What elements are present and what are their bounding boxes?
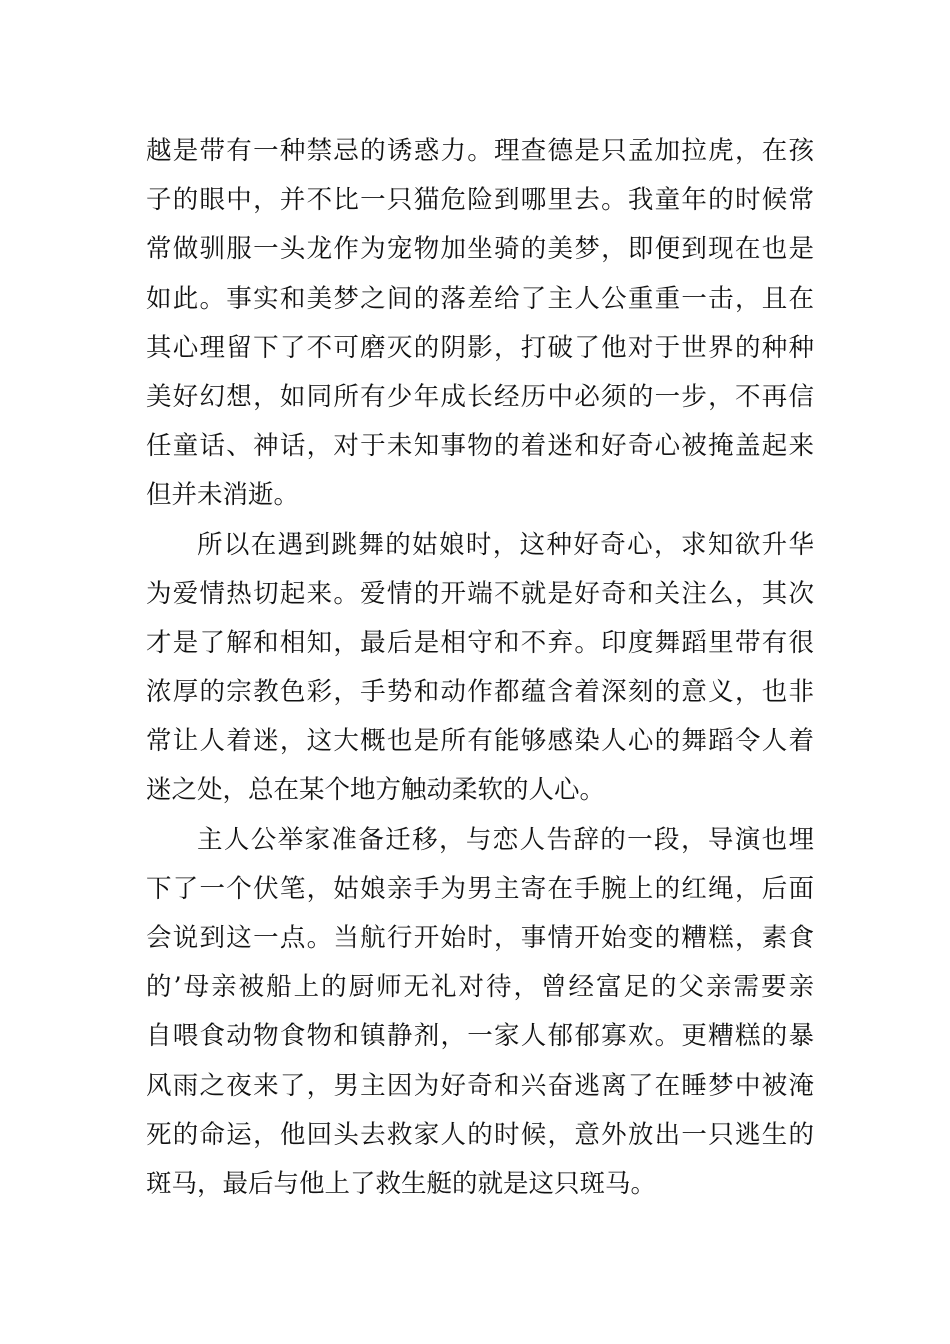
text-line: 越是带有一种禁忌的诱惑力。理查德是只孟加拉虎，在孩 [146, 136, 814, 166]
text-line: 的’母亲被船上的厨师无礼对待，曾经富足的父亲需要亲 [146, 972, 814, 1003]
paragraph-2 [146, 521, 814, 816]
text-line: 美好幻想，如同所有少年成长经历中必须的一步，不再信 [146, 381, 814, 412]
text-line: 常让人着迷，这大概也是所有能够感染人心的舞蹈令人着 [146, 726, 814, 757]
text-line: 死的命运，他回头去救家人的时候，意外放出一只逃生的 [146, 1119, 814, 1150]
paragraph-1 [146, 127, 814, 521]
text-line: 如此。事实和美梦之间的落差给了主人公重重一击，且在 [146, 283, 814, 314]
text-line: 常做驯服一头龙作为宠物加坐骑的美梦，即便到现在也是 [146, 234, 814, 265]
text-line: 浓厚的宗教色彩，手势和动作都蕴含着深刻的意义，也非 [146, 677, 814, 708]
text-line: 所以在遇到跳舞的姑娘时，这种好奇心，求知欲升华 [197, 529, 814, 560]
text-line: 主人公举家准备迁移，与恋人告辞的一段，导演也埋 [197, 824, 814, 855]
text-line: 其心理留下了不可磨灭的阴影，打破了他对于世界的种种 [146, 332, 814, 363]
text-line: 子的眼中，并不比一只猫危险到哪里去。我童年的时候常 [146, 185, 814, 216]
text-line: 为爱情热切起来。爱情的开端不就是好奇和关注么，其次 [146, 578, 814, 609]
paragraph-3 [146, 816, 814, 1210]
text-line: 会说到这一点。当航行开始时，事情开始变的糟糕，素食 [146, 923, 814, 953]
text-line: 风雨之夜来了，男主因为好奇和兴奋逃离了在睡梦中被淹 [146, 1070, 814, 1101]
text-line: 自喂食动物食物和镇静剂，一家人郁郁寡欢。更糟糕的暴 [146, 1021, 814, 1052]
text-line: 下了一个伏笔，姑娘亲手为男主寄在手腕上的红绳，后面 [146, 873, 814, 904]
text-line: 斑马，最后与他上了救生艇的就是这只斑马。 [146, 1168, 657, 1199]
text-line: 任童话、神话，对于未知事物的着迷和好奇心被掩盖起来 [146, 431, 814, 462]
text-line: 才是了解和相知，最后是相守和不弃。印度舞蹈里带有很 [146, 627, 814, 658]
text-line: 但并未消逝。 [146, 480, 300, 511]
body-text [146, 127, 814, 1209]
text-line: 迷之处，总在某个地方触动柔软的人心。 [146, 775, 606, 806]
